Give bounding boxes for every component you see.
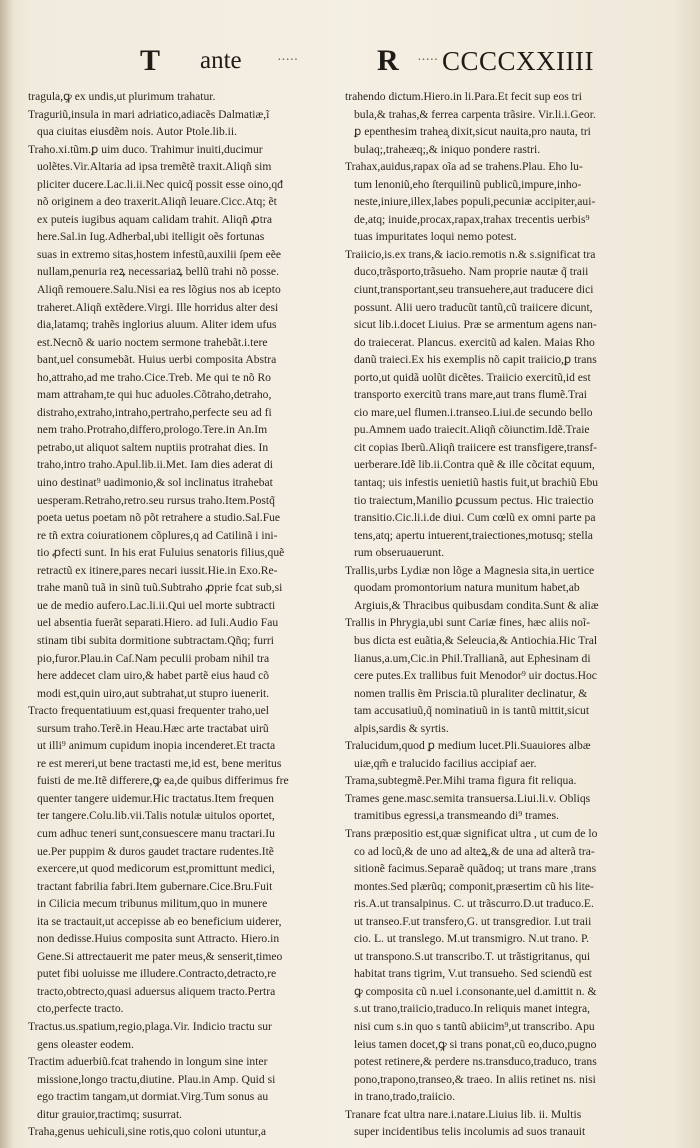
- text-line: co ad locũ,& de uno ad alteꝝ,& de una ad alterã tra-: [354, 844, 595, 858]
- text-line: Trahax,auidus,rapax oĩa ad se trahens.Plau. Eho lu-: [345, 160, 583, 174]
- text-line: in trano,trado,traiicio.: [354, 1090, 456, 1104]
- text-line: cum adhuc teneri sunt,consuescere manu tractari.Iu: [37, 826, 275, 840]
- text-line: transporto exercitũ trans mare,aut trans flumẽ.Trai: [354, 388, 587, 402]
- text-line: here.Sal.in Iug.Adherbal,ubi itelligit oẽs fortunas: [37, 230, 265, 244]
- text-line: lianus,a.um,Cic.in Phil.Trallianã, aut Ephesinam di: [354, 651, 591, 665]
- text-line: tio ꝓfecti sunt. In his erat Fuluius senatoris filius,quẽ: [37, 546, 285, 560]
- header-ornament-left: · · · · ·: [277, 53, 297, 68]
- text-line: pliciter ducere.Lac.li.ii.Nec quicq̃ possit esse oino,qđ: [37, 177, 283, 191]
- text-line: tantaq; uis infestis uenietiũ hastis fuit,ut brachiũ Ebu: [354, 476, 599, 490]
- text-line: quenter tangere uidemur.Hic tractatus.Item frequen: [37, 791, 274, 805]
- text-line: Argiuis,& Thracibus quibusdam condita.Sunt & aliæ: [354, 598, 599, 612]
- text-line: est.Necnõ & uario noctem sermone trahebãt.i.tere: [37, 335, 268, 349]
- text-line: re est mereri,ut bene tractasti me,id est, bene meritus: [37, 756, 282, 770]
- text-line: do traiecerat. Plancus. exercitũ ad kalen. Maias Rho: [354, 335, 595, 349]
- text-line: sitionẽ facimus.Separaẽ quãdoq; ut trans mare ,trans: [354, 862, 597, 876]
- text-line: potest retinere,& perdere ns.transduco,traduco, trans: [354, 1055, 597, 1069]
- text-line: super incidentibus telis incolumis ad suos tranauit: [354, 1125, 586, 1139]
- text-line: mam attraham,te qui huc aduoles.Cõtraho,detraho,: [37, 388, 272, 402]
- text-line: ꝙ composita cũ n.uel i.consonante,uel d.amittit n. &: [354, 984, 597, 998]
- text-line: ꝑ epenthesim trahea̧ dixit,sicut nauita,pro nauta, tri: [354, 125, 591, 139]
- text-line: petrabo,ut aliquot saltem nuptiis protrahat dies. In: [37, 440, 269, 454]
- text-line: Tractus.us.spatium,regio,plaga.Vir. Indicio tractu sur: [28, 1019, 272, 1033]
- text-line: Gene.Si attrectauerit me pater meus,& senserit,timeo: [37, 949, 283, 963]
- text-line: rum obseruauerunt.: [354, 546, 445, 560]
- text-line: missione,longo tractu,diutine. Plau.in Amp. Quid si: [37, 1072, 276, 1086]
- text-line: bulaq;,traheæq;,& iniquo pondere rastri.: [354, 142, 541, 156]
- folio-number: CCCCXXIIII: [442, 46, 594, 76]
- text-line: here addecet clam uiro,& habet partẽ eius haud cõ: [37, 669, 270, 683]
- text-line: distraho,extraho,intraho,pertraho,perfecte seu ad fi: [37, 405, 272, 419]
- text-line: uino destinat⁹ uadimonio,& sol inclinatus itrahebat: [37, 476, 273, 490]
- text-line: possunt. Alii uero traducũt tantũ,cũ traiicere dicunt,: [354, 300, 593, 314]
- text-line: uiæ,qm̃ e tralucido facilius accipiaf aer.: [354, 756, 537, 770]
- text-line: tam accusatiuũ,q̃ nominatiuũ in is tantũ mittit,sicut: [354, 704, 590, 718]
- text-line: Trames gene.masc.semita transuersa.Liui.li.v. Obliqs: [345, 791, 591, 805]
- text-line: fuisti de me.Itẽ differere,ꝙ ea,de quibus differimus fre: [37, 774, 289, 788]
- text-line: non dedisse.Huius composita sunt Attracto. Hiero.in: [37, 932, 280, 946]
- text-line: suas in extremo sitas,hostem infestũ,auxilii ſpem eẽe: [37, 247, 282, 261]
- text-line: Tralucidum,quod ꝑ medium lucet.Pli.Suauiores albæ: [345, 739, 591, 753]
- text-line: exercere,ut quod medicorum est,promittunt medici,: [37, 862, 275, 876]
- text-line: ter tangere.Colu.lib.vii.Talis notulæ uitulos oportet,: [37, 809, 275, 823]
- text-line: bus dicta est euãtia,& Seleucia,& Antiochia.Hic Tral: [354, 633, 598, 647]
- text-line: tramitibus egressi,a transmeando di⁹ trames.: [354, 809, 559, 823]
- text-line: modi est,quin uiro,aut subtrahat,ut stupro iuenerit.: [37, 686, 270, 700]
- text-line: gens oleaster eodem.: [37, 1037, 134, 1051]
- text-line: de,atq; inuide,procax,rapax,trahax trecentis uerbis⁹: [354, 212, 590, 226]
- text-line: uerberare.Idẽ lib.ii.Contra quẽ & ille cõcitat equum,: [354, 458, 595, 472]
- text-line: ut transpono.S.ut transcribo.T. ut trãstigritanus, qui: [354, 949, 591, 963]
- text-line: transitio.Cic.li.i.de diui. Cum cœlũ ex omni parte pa: [354, 511, 596, 525]
- text-line: ego tractim tangam,ut dormiat.Virg.Tum sonus au: [37, 1090, 269, 1104]
- text-line: trahendo dictum.Hiero.in li.Para.Et fecit sup eos tri: [345, 90, 582, 103]
- text-line: bant,uel consumebãt. Huius uerbi composita Abstra: [37, 353, 277, 367]
- text-line: retractũ ex itinere,pares necari iussit.Hie.in Exo.Re-: [37, 563, 278, 577]
- text-line: traho,intro traho.Apul.lib.ii.Met. Iam dies aderat di: [37, 458, 274, 472]
- text-line: sicut lib.i.docet Liuius. Præ se armentum agens nan-: [354, 318, 597, 332]
- text-line: qua ciuitas eiusdẽm nois. Autor Ptole.lib.ii.: [37, 125, 237, 139]
- text-line: neste,iniure,illex,labes populi,pecuniæ accipiter,aui-: [354, 195, 596, 209]
- text-line: danũ traieci.Ex his exemplis nõ capit traiicio,ꝑ trans: [354, 353, 597, 367]
- text-line: uesperam.Retraho,retro.seu rursus traho.Item.Postq̃: [37, 493, 275, 507]
- text-line: sursum traho.Terẽ.in Heau.Hæc arte tractabat uirũ: [37, 721, 269, 735]
- text-line: cto,perfecte tracto.: [37, 1002, 124, 1016]
- text-line: s.ut trano,traiicio,traduco.In reliquis manet integra,: [354, 1002, 590, 1016]
- text-line: tractant fabrilia fabri.Item gubernare.Cice.Bru.Fuit: [37, 879, 273, 893]
- text-line: Trallis in Phrygia,ubi sunt Cariæ fines, hæc aliis noĩ-: [345, 616, 590, 630]
- text-line: nisi cum s.in quo s tantũ abiicim⁹,ut transcribo. Apu: [354, 1019, 595, 1033]
- text-line: uolẽtes.Vir.Altaria ad ipsa tremẽtẽ traxit.Aliqñ sim: [37, 160, 272, 174]
- text-line: bula,& trahas,& ferrea carpenta trãsire. Vir.li.i.Geor.: [354, 107, 596, 121]
- text-line: re tñ extra coiurationem cõplures,q ad Catilinã i ini-: [37, 528, 278, 542]
- text-line: dia,latamq; trahẽs inglorius aluum. Aliter idem ufus: [37, 318, 277, 332]
- text-line: pono,trapono,transeo,& traeo. In aliis retinet ns. nisi: [354, 1072, 596, 1086]
- text-line: putet fibi uoluisse me illudere.Contracto,detracto,re: [37, 967, 277, 981]
- text-line: duco,trãsporto,trãsueho. Nam proprie nautæ q̃ traii: [354, 265, 589, 279]
- text-line: tuas impuritates loqui nemo potest.: [354, 230, 517, 244]
- text-line: nomen trallis ẽm Priscia.tũ pluraliter declinatur, &: [354, 686, 588, 700]
- right-column: [345, 88, 645, 1141]
- gothic-initial-left: T: [140, 44, 161, 77]
- text-line: pio,furor.Plau.in Caſ.Nam peculii probam nihil tra: [37, 651, 270, 665]
- text-line: alpis,sardis & syrtis.: [354, 721, 449, 735]
- text-line: tens,atq; apertu intuerent,traiectiones,motusq; stella: [354, 528, 593, 542]
- text-line: cio mare,uel flumen.i.transeo.Liui.de secundo bello: [354, 405, 593, 419]
- text-line: ris.A.ut transalpinus. C. ut trãscurro.D.ut traduco.E.: [354, 897, 594, 911]
- text-line: trahe manũ tuã in sinũ tuũ.Subtraho ꝓprie fcat sub,si: [37, 581, 283, 595]
- text-line: ut illi⁹ animum cupidum inopia incenderet.Et tracta: [37, 739, 276, 753]
- text-line: cere putes.Ex trallibus fuit Menodor⁹ uir doctus.Hoc: [354, 669, 597, 683]
- text-line: pu.Amnem uado traiecit.Aliqñ cõiunctim.Idẽ.Traie: [354, 423, 590, 437]
- text-line: tum lenoniũ,eho ſterquilinũ publicũ,impure,inho-: [354, 177, 582, 191]
- text-line: Tracto frequentatiuum est,quasi frequenter traho,uel: [28, 704, 270, 718]
- text-line: Traiicio,is.ex trans,& iacio.remotis n.& s.significat tra: [345, 247, 596, 261]
- text-line: nõ originem a deo traxerit.Aliqñ leuare.Cicc.Atq; ẽt: [37, 195, 277, 209]
- gothic-initial-right: R: [377, 44, 399, 77]
- text-line: poeta uetus poetam nõ põt retrahere a studio.Sal.Fue: [37, 511, 281, 525]
- text-line: Traho.xi.tũm.ꝑ uim duco. Trahimur inuiti,ducimur: [28, 142, 263, 156]
- left-column: [28, 88, 333, 1141]
- text-line: tio traiectum,Manilio ꝑcussum pectus. Hic traiectio: [354, 493, 594, 507]
- text-line: leius tamen docet,ꝙ si trans ponat,cũ eo,duco,pugno: [354, 1037, 597, 1051]
- text-line: ex puteis iugibus aquam calidam trahit. Aliqñ ꝓtra: [37, 212, 273, 226]
- text-line: montes.Sed plærũq; componit,præsertim cũ his lite-: [354, 879, 594, 893]
- text-line: Tranare fcat ultra nare.i.natare.Liuius lib. ii. Multis: [345, 1107, 582, 1121]
- text-line: uel absentia fuerãt separati.Hiero. ad Iuli.Audio Fau: [37, 616, 279, 630]
- text-line: traheret.Aliqñ extẽdere.Virgi. Ille horridus alter desi: [37, 300, 279, 314]
- text-line: Trama,subtegmẽ.Per.Mihi trama figura fit reliqua.: [345, 774, 577, 788]
- running-word: ante: [200, 47, 242, 74]
- text-line: ita se tractauit,ut accepisse ab eo beneficium uiderer,: [37, 914, 282, 928]
- text-line: cio. L. ut translego. M.ut transmigro. N.ut trano. P.: [354, 932, 590, 946]
- text-line: ut transeo.F.ut transfero,G. ut transgredior. I.ut traii: [354, 914, 592, 928]
- text-line: porto,ut quidã uolũt dicẽtes. Traiicio exercitũ,id est: [354, 370, 591, 384]
- text-line: cit copias Iberũ.Aliqñ traiicere est transfigere,transf-: [354, 440, 598, 454]
- running-header: [140, 40, 640, 82]
- text-line: nullam,penuria reꝝ necessariaꝝ bellũ trahi nõ posse.: [37, 265, 279, 279]
- text-line: Traguriũ,insula in mari adriatico,adiacẽs Dalmatiæ,ĩ: [28, 107, 270, 121]
- text-line: tracto,obtrecto,quasi aduersus aliquem tracto.Pertra: [37, 984, 276, 998]
- text-line: habitat trans tigrim, V.ut transueho. Sed sciendũ est: [354, 967, 592, 981]
- text-line: ue.Per puppim & duros gaudet tractare rudentes.Itẽ: [37, 844, 274, 858]
- text-line: ditur grauior,tractimq; susurrat.: [37, 1107, 183, 1121]
- text-line: stinam tibi subita dormitione subtractam.Qñq; furri: [37, 633, 274, 647]
- text-line: Tractim aduerbiũ.fcat trahendo in longum sine inter: [28, 1055, 268, 1069]
- text-line: Trallis,urbs Lydiæ non lõge a Magnesia sita,in uertice: [345, 563, 595, 577]
- text-line: in Cilicia mecum tribunus militum,quo in munere: [37, 897, 268, 911]
- text-line: nem traho.Protraho,differo,prologo.Tere.in An.Im: [37, 423, 268, 437]
- text-line: ue de medio aufero.Lac.li.ii.Qui uel morte subtracti: [37, 598, 276, 612]
- text-line: Trans præpositio est,quæ significat ultra , ut cum de lo: [345, 826, 598, 840]
- binding-shadow: [0, 0, 14, 1148]
- text-line: ho,attraho,ad me traho.Cice.Treb. Me qui te nõ Ro: [37, 370, 271, 384]
- text-line: tragula,ꝙ ex undis,ut plurimum trahatur.: [28, 90, 216, 103]
- text-line: ciunt,transportant,seu transuehere,aut traducere dici: [354, 283, 594, 297]
- text-line: quodam promontorium natura munitum habet,ab: [354, 581, 580, 595]
- text-line: Traha,genus uehiculi,sine rotis,quo coloni utuntur,a: [28, 1125, 267, 1139]
- header-ornament-right: · · · · ·: [417, 53, 437, 68]
- text-line: Aliqñ remouere.Salu.Nisi ea res lõgius nos ab icepto: [37, 283, 281, 297]
